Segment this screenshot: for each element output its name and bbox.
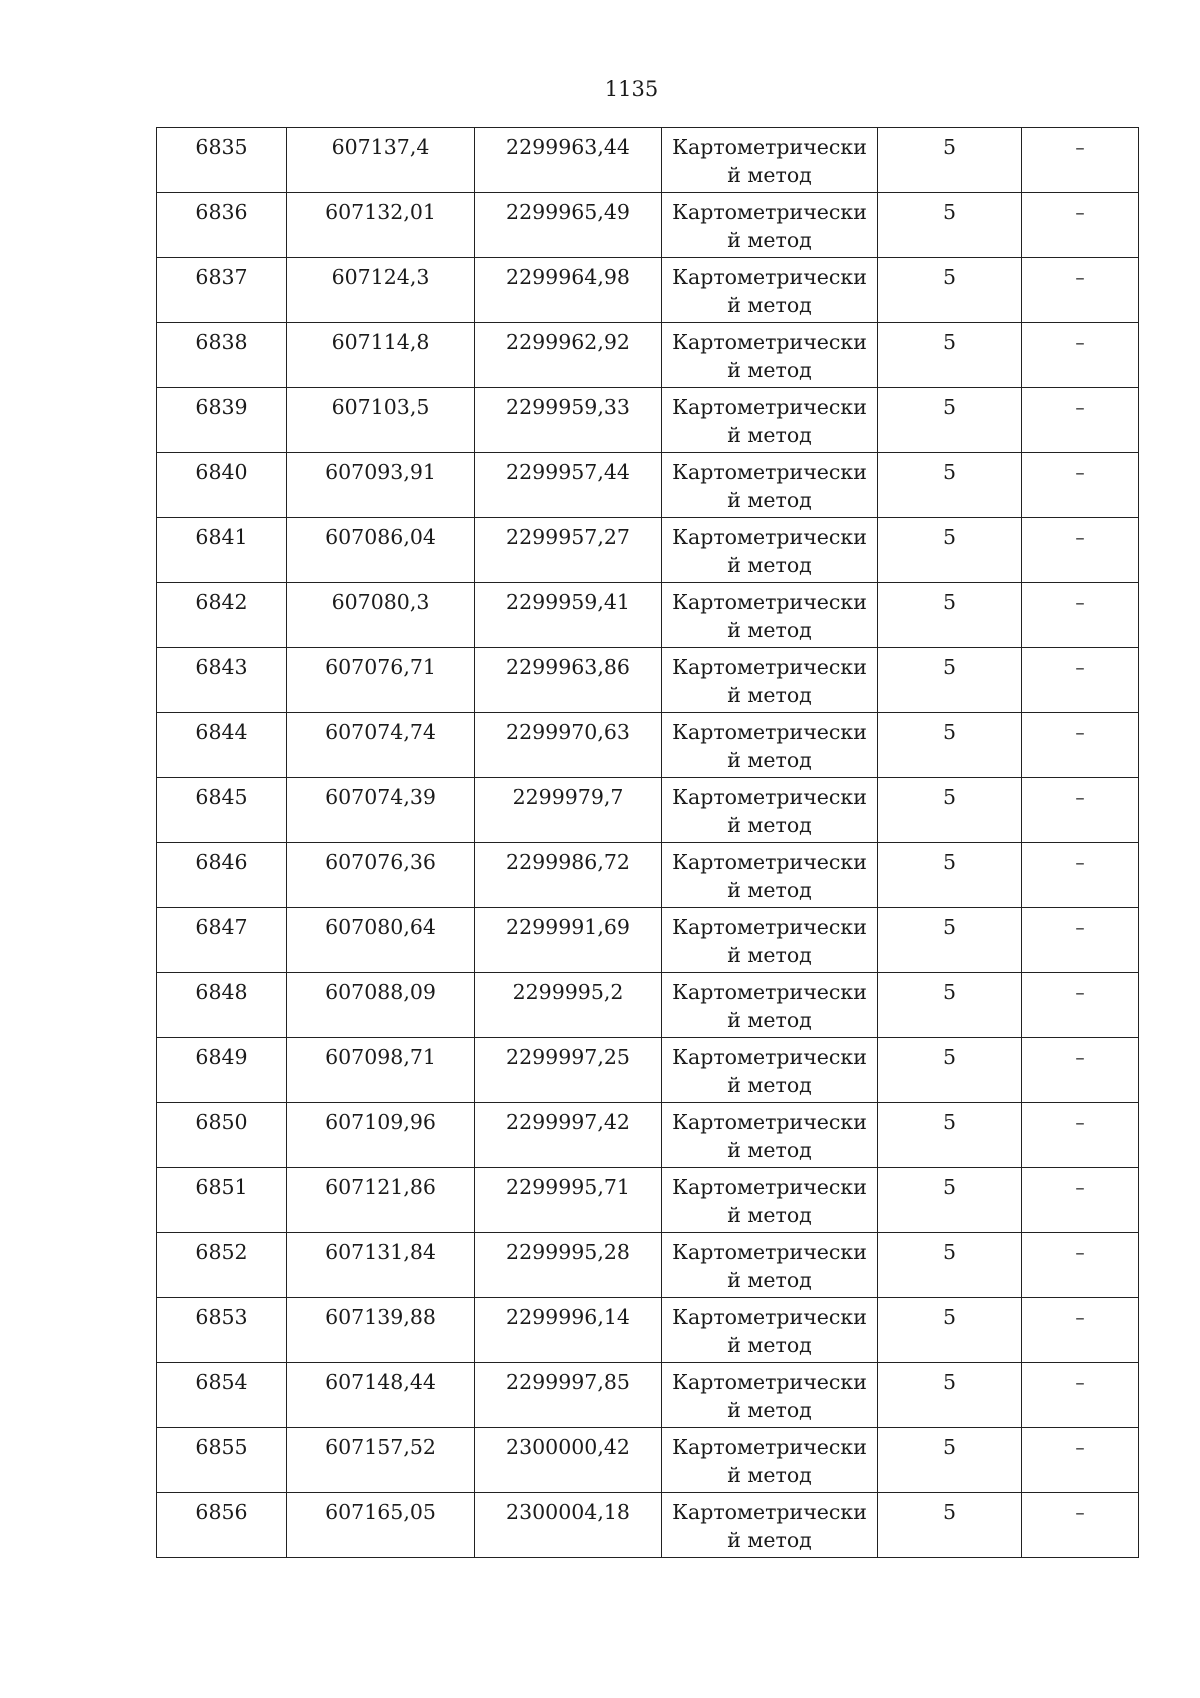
x-coordinate-cell: 607076,36 [287,843,475,908]
x-coordinate-cell: 607074,39 [287,778,475,843]
accuracy-cell: 5 [878,1038,1022,1103]
note-dash: – [1075,527,1085,549]
accuracy-cell: 5 [878,128,1022,193]
table-row [157,1493,1139,1558]
method-cell [662,843,878,908]
method-line-2: й метод [727,813,812,837]
method-line-2: й метод [727,553,812,577]
x-coordinate-cell: 607165,05 [287,1493,475,1558]
method-line-1: Картометрически [672,720,867,744]
note-dash: – [1075,1112,1085,1134]
method-line-2: й метод [727,1463,812,1487]
method-line-2: й метод [727,618,812,642]
x-coordinate-cell: 607124,3 [287,258,475,323]
y-coordinate-cell: 2299957,44 [475,453,662,518]
y-coordinate-cell: 2300000,42 [475,1428,662,1493]
method-cell [662,713,878,778]
note-cell [1022,843,1139,908]
table-row [157,778,1139,843]
note-cell [1022,258,1139,323]
note-dash: – [1075,397,1085,419]
table-row [157,908,1139,973]
x-coordinate-cell: 607109,96 [287,1103,475,1168]
method-line-2: й метод [727,943,812,967]
method-cell [662,648,878,713]
table-row [157,973,1139,1038]
method-line-1: Картометрически [672,590,867,614]
note-dash: – [1075,592,1085,614]
method-line-1: Картометрически [672,1175,867,1199]
y-coordinate-cell: 2299963,44 [475,128,662,193]
method-line-2: й метод [727,748,812,772]
point-number-cell: 6844 [157,713,287,778]
point-number-cell: 6854 [157,1363,287,1428]
note-dash: – [1075,852,1085,874]
accuracy-cell: 5 [878,323,1022,388]
note-dash: – [1075,722,1085,744]
note-cell [1022,518,1139,583]
method-line-2: й метод [727,228,812,252]
method-line-2: й метод [727,1203,812,1227]
method-cell [662,583,878,648]
method-line-1: Картометрически [672,135,867,159]
note-cell [1022,908,1139,973]
note-cell [1022,973,1139,1038]
method-cell [662,1428,878,1493]
table-row [157,258,1139,323]
x-coordinate-cell: 607093,91 [287,453,475,518]
method-line-2: й метод [727,683,812,707]
method-line-1: Картометрически [672,1110,867,1134]
method-line-2: й метод [727,1138,812,1162]
method-cell [662,518,878,583]
table-row [157,648,1139,713]
accuracy-cell: 5 [878,648,1022,713]
table-row [157,323,1139,388]
note-cell [1022,778,1139,843]
y-coordinate-cell: 2299995,2 [475,973,662,1038]
note-cell [1022,1428,1139,1493]
note-cell [1022,1363,1139,1428]
accuracy-cell: 5 [878,843,1022,908]
method-cell [662,258,878,323]
x-coordinate-cell: 607139,88 [287,1298,475,1363]
x-coordinate-cell: 607080,64 [287,908,475,973]
method-line-1: Картометрически [672,200,867,224]
table-row [157,1298,1139,1363]
table-row [157,1168,1139,1233]
y-coordinate-cell: 2299991,69 [475,908,662,973]
method-cell [662,193,878,258]
note-dash: – [1075,1242,1085,1264]
note-dash: – [1075,1047,1085,1069]
point-number-cell: 6852 [157,1233,287,1298]
accuracy-cell: 5 [878,1298,1022,1363]
method-line-1: Картометрически [672,1045,867,1069]
accuracy-cell: 5 [878,713,1022,778]
method-cell [662,388,878,453]
x-coordinate-cell: 607076,71 [287,648,475,713]
accuracy-cell: 5 [878,388,1022,453]
method-line-1: Картометрически [672,785,867,809]
x-coordinate-cell: 607121,86 [287,1168,475,1233]
method-line-1: Картометрически [672,1435,867,1459]
point-number-cell: 6853 [157,1298,287,1363]
method-cell [662,1038,878,1103]
accuracy-cell: 5 [878,973,1022,1038]
method-cell [662,973,878,1038]
y-coordinate-cell: 2299997,85 [475,1363,662,1428]
method-line-2: й метод [727,488,812,512]
point-number-cell: 6840 [157,453,287,518]
note-cell [1022,1298,1139,1363]
y-coordinate-cell: 2299959,41 [475,583,662,648]
method-cell [662,1233,878,1298]
method-cell [662,778,878,843]
accuracy-cell: 5 [878,453,1022,518]
method-line-1: Картометрически [672,395,867,419]
y-coordinate-cell: 2299964,98 [475,258,662,323]
method-line-2: й метод [727,1398,812,1422]
table-row [157,583,1139,648]
method-cell [662,453,878,518]
point-number-cell: 6851 [157,1168,287,1233]
note-dash: – [1075,1307,1085,1329]
method-line-1: Картометрически [672,330,867,354]
note-cell [1022,1038,1139,1103]
y-coordinate-cell: 2300004,18 [475,1493,662,1558]
method-line-2: й метод [727,1528,812,1552]
x-coordinate-cell: 607157,52 [287,1428,475,1493]
y-coordinate-cell: 2299995,28 [475,1233,662,1298]
x-coordinate-cell: 607080,3 [287,583,475,648]
point-number-cell: 6837 [157,258,287,323]
table-row [157,453,1139,518]
table-row [157,128,1139,193]
point-number-cell: 6845 [157,778,287,843]
point-number-cell: 6848 [157,973,287,1038]
method-line-2: й метод [727,293,812,317]
method-line-1: Картометрически [672,460,867,484]
y-coordinate-cell: 2299979,7 [475,778,662,843]
note-cell [1022,1233,1139,1298]
point-number-cell: 6839 [157,388,287,453]
note-dash: – [1075,1502,1085,1524]
note-cell [1022,583,1139,648]
method-cell [662,1298,878,1363]
method-line-2: й метод [727,878,812,902]
method-line-1: Картометрически [672,980,867,1004]
point-number-cell: 6855 [157,1428,287,1493]
table-row [157,1233,1139,1298]
method-line-2: й метод [727,1333,812,1357]
note-dash: – [1075,137,1085,159]
table-row [157,1428,1139,1493]
note-cell [1022,1168,1139,1233]
point-number-cell: 6846 [157,843,287,908]
point-number-cell: 6856 [157,1493,287,1558]
x-coordinate-cell: 607131,84 [287,1233,475,1298]
note-dash: – [1075,202,1085,224]
y-coordinate-cell: 2299986,72 [475,843,662,908]
accuracy-cell: 5 [878,583,1022,648]
point-number-cell: 6850 [157,1103,287,1168]
point-number-cell: 6838 [157,323,287,388]
note-cell [1022,453,1139,518]
x-coordinate-cell: 607088,09 [287,973,475,1038]
method-line-1: Картометрически [672,525,867,549]
accuracy-cell: 5 [878,1493,1022,1558]
x-coordinate-cell: 607074,74 [287,713,475,778]
table-row [157,193,1139,258]
method-line-1: Картометрически [672,1305,867,1329]
accuracy-cell: 5 [878,193,1022,258]
y-coordinate-cell: 2299997,25 [475,1038,662,1103]
accuracy-cell: 5 [878,1363,1022,1428]
accuracy-cell: 5 [878,1233,1022,1298]
table-row [157,1363,1139,1428]
y-coordinate-cell: 2299970,63 [475,713,662,778]
method-line-2: й метод [727,1268,812,1292]
method-line-1: Картометрически [672,1370,867,1394]
method-line-2: й метод [727,1008,812,1032]
x-coordinate-cell: 607132,01 [287,193,475,258]
y-coordinate-cell: 2299957,27 [475,518,662,583]
note-dash: – [1075,657,1085,679]
method-cell [662,1168,878,1233]
method-line-1: Картометрически [672,1240,867,1264]
y-coordinate-cell: 2299997,42 [475,1103,662,1168]
y-coordinate-cell: 2299962,92 [475,323,662,388]
method-line-1: Картометрически [672,850,867,874]
x-coordinate-cell: 607137,4 [287,128,475,193]
accuracy-cell: 5 [878,908,1022,973]
point-number-cell: 6843 [157,648,287,713]
note-cell [1022,1103,1139,1168]
x-coordinate-cell: 607114,8 [287,323,475,388]
note-dash: – [1075,462,1085,484]
method-cell [662,908,878,973]
y-coordinate-cell: 2299996,14 [475,1298,662,1363]
method-cell [662,1363,878,1428]
point-number-cell: 6841 [157,518,287,583]
x-coordinate-cell: 607148,44 [287,1363,475,1428]
note-dash: – [1075,332,1085,354]
point-number-cell: 6849 [157,1038,287,1103]
method-line-2: й метод [727,163,812,187]
point-number-cell: 6847 [157,908,287,973]
point-number-cell: 6842 [157,583,287,648]
x-coordinate-cell: 607098,71 [287,1038,475,1103]
accuracy-cell: 5 [878,1103,1022,1168]
note-dash: – [1075,917,1085,939]
note-cell [1022,128,1139,193]
accuracy-cell: 5 [878,778,1022,843]
coordinates-table [156,127,1139,1558]
x-coordinate-cell: 607086,04 [287,518,475,583]
note-dash: – [1075,1437,1085,1459]
table-row [157,388,1139,453]
note-cell [1022,1493,1139,1558]
method-cell [662,323,878,388]
method-line-1: Картометрически [672,655,867,679]
page-number: 1135 [604,77,659,101]
accuracy-cell: 5 [878,518,1022,583]
note-cell [1022,648,1139,713]
y-coordinate-cell: 2299995,71 [475,1168,662,1233]
method-cell [662,1103,878,1168]
note-cell [1022,193,1139,258]
point-number-cell: 6835 [157,128,287,193]
table-row [157,843,1139,908]
method-line-1: Картометрически [672,265,867,289]
table-row [157,1038,1139,1103]
method-cell [662,1493,878,1558]
table-body [157,128,1139,1558]
note-cell [1022,388,1139,453]
method-cell [662,128,878,193]
method-line-2: й метод [727,423,812,447]
table-row [157,1103,1139,1168]
accuracy-cell: 5 [878,1428,1022,1493]
point-number-cell: 6836 [157,193,287,258]
y-coordinate-cell: 2299959,33 [475,388,662,453]
note-dash: – [1075,1177,1085,1199]
method-line-2: й метод [727,1073,812,1097]
accuracy-cell: 5 [878,1168,1022,1233]
note-dash: – [1075,1372,1085,1394]
y-coordinate-cell: 2299965,49 [475,193,662,258]
note-cell [1022,323,1139,388]
method-line-2: й метод [727,358,812,382]
note-cell [1022,713,1139,778]
x-coordinate-cell: 607103,5 [287,388,475,453]
table-row [157,518,1139,583]
accuracy-cell: 5 [878,258,1022,323]
method-line-1: Картометрически [672,1500,867,1524]
y-coordinate-cell: 2299963,86 [475,648,662,713]
note-dash: – [1075,982,1085,1004]
note-dash: – [1075,267,1085,289]
table-row [157,713,1139,778]
method-line-1: Картометрически [672,915,867,939]
note-dash: – [1075,787,1085,809]
